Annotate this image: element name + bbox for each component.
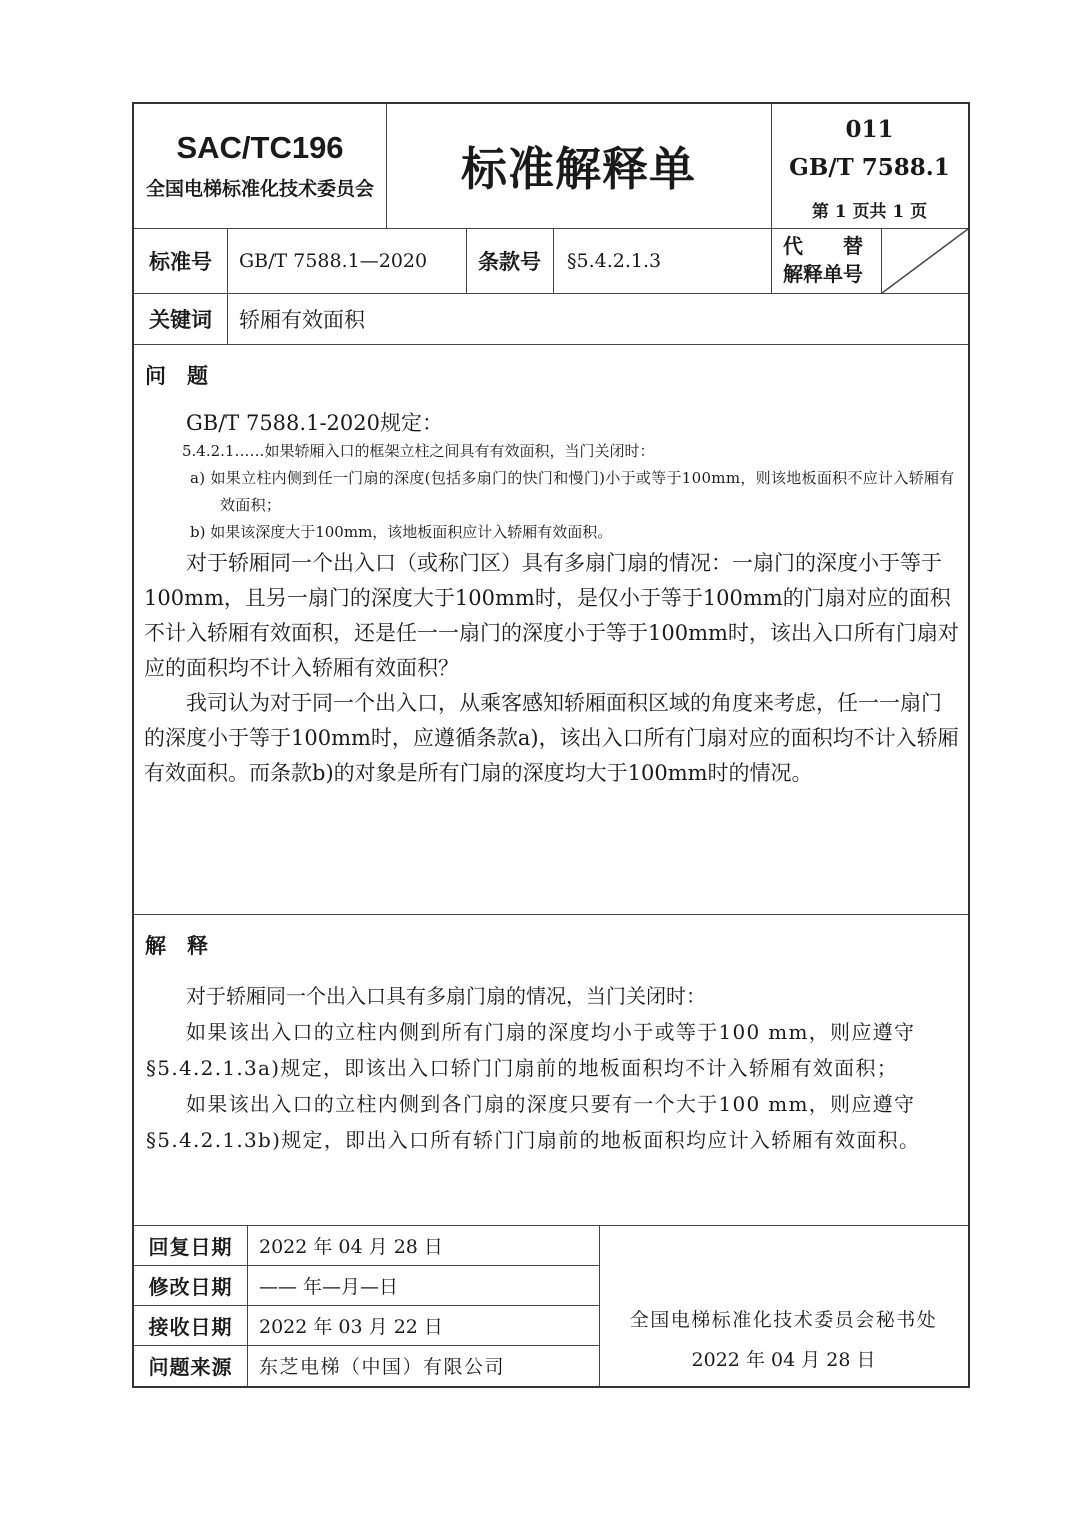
interpretation-form (132, 102, 970, 1388)
receive-date-value: 2022 年 03 月 22 日 (259, 1315, 443, 1338)
clause-value: §5.4.2.1.3 (567, 249, 662, 272)
replacement-label (771, 228, 881, 293)
interpretation-paragraph: 如果该出入口的立柱内侧到所有门扇的深度均小于或等于100 mm，则应遵守§5.4.2.1.3a)规定，即该出入口轿门门扇前的地板面积均不计入轿厢有效面积； (146, 1020, 916, 1080)
question-intro: GB/T 7588.1-2020规定： (186, 411, 443, 435)
keyword-label: 关键词 (149, 306, 212, 332)
interpretation-heading: 解 释 (145, 933, 208, 958)
source-value: 东芝电梯（中国）有限公司 (259, 1356, 506, 1378)
secretariat-block (599, 1225, 968, 1386)
quote-item-a: a) 如果立柱内侧到任一门扇的深度(包括多扇门的快门和慢门)小于或等于100mm，则该地板面积不应计入轿厢有效面积； (190, 469, 955, 514)
empty-cell-slash (882, 229, 968, 293)
org-code: SAC/TC196 (176, 130, 344, 165)
secretariat-date: 2022 年 04 月 28 日 (691, 1349, 876, 1371)
modify-date-value: —— 年—月—日 (259, 1275, 399, 1298)
standard-reference: GB/T 7588.1 (789, 154, 950, 181)
std-no-value: GB/T 7588.1—2020 (239, 249, 428, 272)
doc-number: 011 (845, 116, 894, 143)
question-heading: 问 题 (145, 363, 208, 388)
quote-clause: 5.4.2.1……如果轿厢入口的框架立柱之间具有有效面积，当门关闭时： (182, 442, 655, 460)
replacement-label-line1: 代 替 (783, 234, 863, 258)
question-paragraph: 我司认为对于同一个出入口，从乘客感知轿厢面积区域的角度来考虑，任一一扇门的深度小于等于100mm时，应遵循条款a)，该出入口所有门扇对应的面积均不计入轿厢有效面积。而条款b)的对象是所有门扇的深度均大于100mm时的情况。 (144, 691, 959, 785)
org-name: 全国电梯标准化技术委员会 (145, 178, 374, 200)
question-paragraph: 对于轿厢同一个出入口（或称门区）具有多扇门扇的情况：一扇门的深度小于等于100mm，且另一扇门的深度大于100mm时，是仅小于等于100mm的门扇对应的面积不计入轿厢有效面积，还是任一一扇门的深度小于等于100mm时，该出入口所有门扇对应的面积均不计入轿厢有效面积？ (144, 551, 959, 680)
page-info: 第 1 页共 1 页 (811, 202, 928, 222)
interpretation-paragraph: 对于轿厢同一个出入口具有多扇门扇的情况，当门关闭时： (186, 984, 706, 1008)
question-section (134, 344, 968, 914)
quote-item-b: b) 如果该深度大于100mm，该地板面积应计入轿厢有效面积。 (190, 523, 613, 541)
replacement-label-line2: 解释单号 (783, 262, 863, 286)
interpretation-paragraph: 如果该出入口的立柱内侧到各门扇的深度只要有一个大于100 mm，则应遵守§5.4.2.1.3b)规定，即出入口所有轿门门扇前的地板面积均应计入轿厢有效面积。 (146, 1092, 921, 1152)
reply-date-value: 2022 年 04 月 28 日 (259, 1235, 443, 1258)
page-title: 标准解释单 (461, 142, 696, 196)
modify-date-label: 修改日期 (148, 1274, 233, 1299)
org-block (134, 104, 386, 228)
receive-date-label: 接收日期 (148, 1314, 233, 1339)
secretariat-name: 全国电梯标准化技术委员会秘书处 (629, 1309, 938, 1331)
reply-date-label: 回复日期 (148, 1234, 233, 1259)
keyword-value: 轿厢有效面积 (239, 307, 365, 332)
clause-label: 条款号 (478, 248, 541, 274)
source-label: 问题来源 (148, 1355, 233, 1379)
std-no-label: 标准号 (149, 248, 212, 274)
doc-info (771, 104, 968, 228)
interpretation-section (134, 914, 968, 1225)
